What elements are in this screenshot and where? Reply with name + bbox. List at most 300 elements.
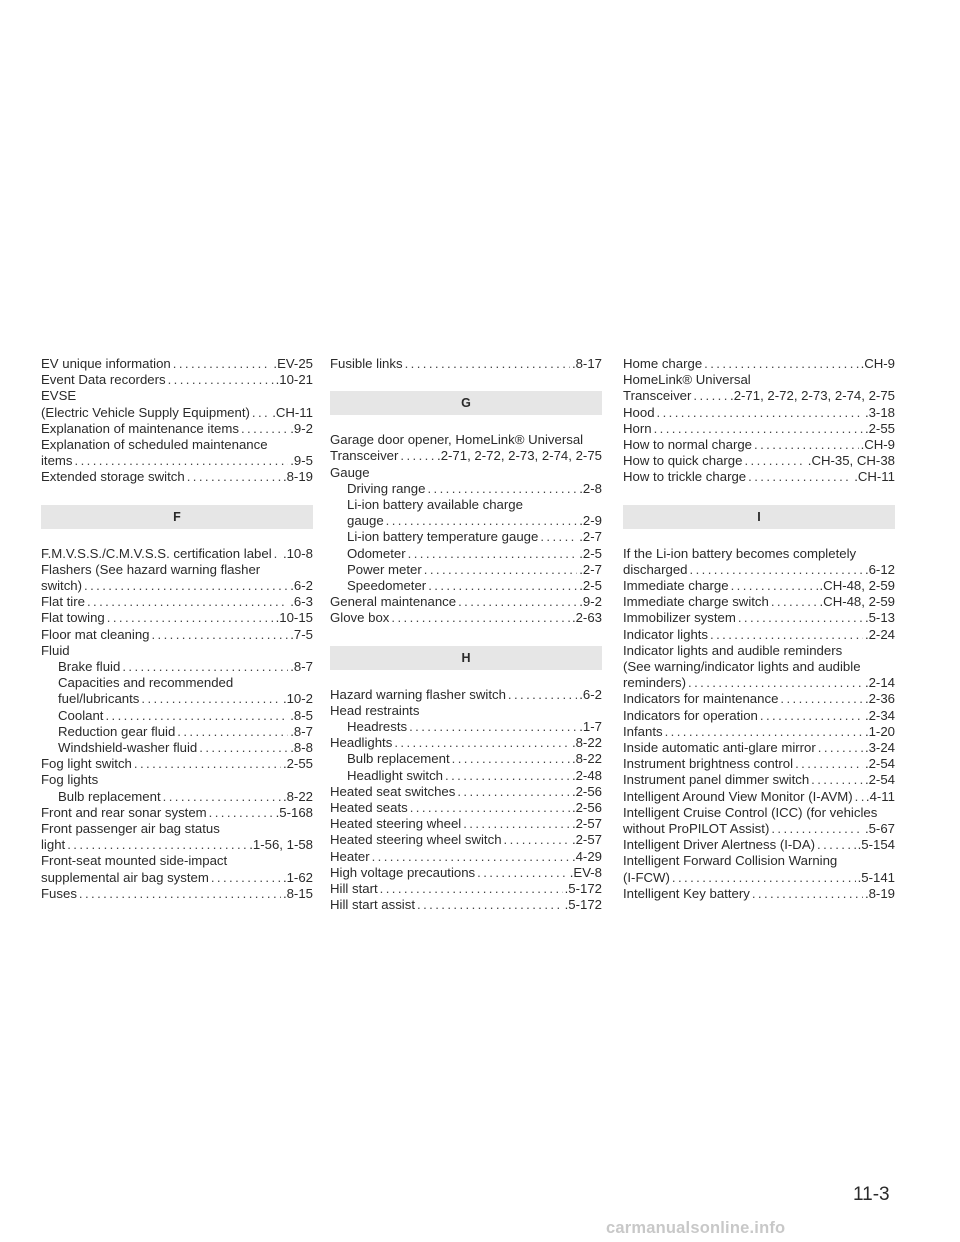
- index-entry: [330, 865, 602, 881]
- dot-leader: [409, 719, 577, 735]
- entry-row: [623, 870, 895, 886]
- entry-term: fuel/lubricants: [58, 691, 140, 707]
- dot-leader: [252, 405, 270, 421]
- index-entry: [623, 805, 895, 837]
- entry-term: Explanation of maintenance items: [41, 420, 239, 436]
- dot-leader: [540, 529, 577, 545]
- entry-row: [347, 546, 602, 562]
- dot-leader: [177, 724, 288, 740]
- entry-row: [41, 627, 313, 643]
- dot-leader: [731, 578, 818, 594]
- index-entry: [623, 594, 895, 610]
- index-entry: [41, 388, 313, 420]
- entry-term: Heated seats: [330, 800, 408, 816]
- entry-term: Intelligent Key battery: [623, 885, 750, 901]
- entry-row: [347, 529, 602, 545]
- entry-row: [41, 805, 313, 821]
- dot-leader: [241, 421, 288, 437]
- entry-page-ref: .2-54: [864, 772, 895, 788]
- entry-row: [330, 448, 602, 464]
- entry-row: [623, 708, 895, 724]
- entry-page-ref: .2-36: [864, 691, 895, 707]
- dot-leader: [151, 627, 288, 643]
- dot-leader: [458, 594, 577, 610]
- index-entry: [330, 784, 602, 800]
- entry-page-ref: .CH-9: [860, 437, 895, 453]
- index-entry: [330, 432, 602, 464]
- index-subentry: [330, 546, 602, 562]
- dot-leader: [452, 751, 570, 767]
- index-entry: [623, 469, 895, 485]
- dot-leader: [75, 453, 289, 469]
- entry-row: [41, 421, 313, 437]
- entry-row: [347, 768, 602, 784]
- entry-row: [623, 724, 895, 740]
- entry-page-ref: .9-5: [290, 453, 313, 469]
- dot-leader: [134, 756, 281, 772]
- dot-leader: [818, 740, 863, 756]
- entry-row: [330, 849, 602, 865]
- entry-page-ref: .8-17: [571, 356, 602, 371]
- entry-page-ref: .2-5: [579, 578, 602, 594]
- index-entry: [623, 610, 895, 626]
- entry-row: [41, 594, 313, 610]
- index-subentry: [330, 481, 602, 497]
- index-entry: [623, 437, 895, 453]
- entry-page-ref: .8-19: [864, 885, 895, 901]
- dot-leader: [400, 448, 435, 464]
- entry-term: Heated seat switches: [330, 783, 456, 799]
- section-header-h: H: [330, 646, 602, 670]
- entry-term: Immediate charge: [623, 578, 729, 594]
- entry-row: [347, 719, 602, 735]
- dot-leader: [688, 675, 863, 691]
- entry-row: [330, 816, 602, 832]
- entry-term: Brake fluid: [58, 659, 121, 675]
- entry-line: Intelligent Cruise Control (ICC) (for vehicles: [623, 804, 878, 820]
- entry-row: [58, 659, 313, 675]
- entry-page-ref: .1-56, 1-58: [249, 837, 313, 853]
- entry-term: Headrests: [347, 719, 408, 735]
- index-subentry: [41, 740, 313, 756]
- entry-row: [347, 578, 602, 594]
- entry-page-ref: .10-15: [275, 610, 313, 626]
- entry-page-ref: .2-57: [571, 816, 602, 832]
- dot-leader: [199, 740, 288, 756]
- entry-row: [58, 724, 313, 740]
- entry-row: [623, 421, 895, 437]
- index-entry: [330, 703, 602, 719]
- entry-row: [347, 513, 602, 529]
- entry-term: switch): [41, 578, 83, 594]
- entry-term: reminders): [623, 675, 687, 691]
- entry-term: without ProPILOT Assist): [623, 821, 770, 837]
- index-entry: [623, 405, 895, 421]
- entry-page-ref: .5-141: [857, 869, 895, 885]
- dot-leader: [457, 784, 570, 800]
- entry-row: [41, 870, 313, 886]
- entry-row: [330, 610, 602, 626]
- index-entry: [41, 756, 313, 772]
- entry-row: [330, 865, 602, 881]
- entry-term: items: [41, 453, 73, 469]
- index-subentry: [330, 529, 602, 545]
- index-entry: [41, 594, 313, 610]
- dot-leader: [122, 659, 288, 675]
- entry-page-ref: .CH-48, 2-59: [819, 578, 895, 594]
- index-entry: [41, 627, 313, 643]
- entry-page-ref: .2-48: [571, 767, 602, 783]
- entry-page-ref: .2-8: [579, 480, 602, 496]
- entry-page-ref: .8-7: [290, 723, 313, 739]
- entry-row: [347, 751, 602, 767]
- dot-leader: [187, 469, 281, 485]
- entry-row: [623, 437, 895, 453]
- entry-term: Bulb replacement: [58, 788, 161, 804]
- page-number: 11-3: [853, 1184, 890, 1205]
- index-entry: [41, 437, 313, 469]
- entry-row: [623, 740, 895, 756]
- entry-row: [330, 594, 602, 610]
- entry-term: supplemental air bag system: [41, 869, 209, 885]
- dot-leader: [463, 816, 570, 832]
- dot-leader: [386, 513, 578, 529]
- dot-leader: [427, 481, 577, 497]
- dot-leader: [508, 687, 577, 703]
- entry-row: [330, 735, 602, 751]
- section-header-g: G: [330, 391, 602, 415]
- index-entry: [330, 594, 602, 610]
- index-entry: [623, 546, 895, 578]
- entry-term: Indicators for operation: [623, 707, 758, 723]
- entry-page-ref: .2-34: [864, 707, 895, 723]
- entry-row: [41, 356, 313, 372]
- dot-leader: [408, 546, 578, 562]
- entry-page-ref: .6-3: [290, 594, 313, 610]
- dot-leader: [657, 405, 863, 421]
- entry-term: Transceiver: [330, 448, 399, 464]
- index-entry: [41, 610, 313, 626]
- index-entry: [41, 421, 313, 437]
- entry-term: Front and rear sonar system: [41, 804, 207, 820]
- entry-term: Event Data recorders: [41, 372, 166, 388]
- entry-page-ref: .CH-9: [860, 356, 895, 371]
- entry-term: Hood: [623, 404, 655, 420]
- dot-leader: [87, 594, 288, 610]
- index-entry: [330, 800, 602, 816]
- entry-row: [330, 356, 602, 372]
- index-column-1: [41, 356, 313, 902]
- entry-page-ref: .7-5: [290, 626, 313, 642]
- section-header-i: I: [623, 505, 895, 529]
- entry-row: [623, 691, 895, 707]
- entry-term: Heated steering wheel switch: [330, 832, 502, 848]
- entry-term: How to normal charge: [623, 437, 753, 453]
- entry-row: [623, 594, 895, 610]
- entry-row: [58, 708, 313, 724]
- index-column-3: [623, 356, 895, 902]
- dot-leader: [417, 897, 563, 913]
- entry-term: Speedometer: [347, 578, 427, 594]
- entry-term: Coolant: [58, 707, 104, 723]
- entry-term: Immobilizer system: [623, 610, 736, 626]
- index-entry: [41, 853, 313, 885]
- entry-row: [41, 405, 313, 421]
- entry-page-ref: .5-154: [857, 837, 895, 853]
- dot-leader: [84, 578, 288, 594]
- entry-page-ref: .8-22: [571, 751, 602, 767]
- entry-row: [623, 675, 895, 691]
- entry-row: [41, 372, 313, 388]
- entry-term: Instrument brightness control: [623, 756, 794, 772]
- index-subentry: [41, 659, 313, 675]
- entry-line: (See warning/indicator lights and audible: [623, 659, 861, 675]
- entry-page-ref: .2-57: [571, 832, 602, 848]
- dot-leader: [744, 453, 805, 469]
- dot-leader: [738, 610, 863, 626]
- dot-leader: [67, 837, 247, 853]
- index-entry: [330, 881, 602, 897]
- entry-page-ref: .5-67: [864, 821, 895, 837]
- index-entry: [623, 837, 895, 853]
- index-subentry: [330, 562, 602, 578]
- entry-page-ref: .6-2: [290, 578, 313, 594]
- entry-row: [41, 546, 313, 562]
- dot-leader: [274, 546, 281, 562]
- entry-line: EVSE: [41, 388, 77, 404]
- index-entry: [623, 756, 895, 772]
- entry-term: Driving range: [347, 480, 426, 496]
- entry-row: [41, 469, 313, 485]
- entry-page-ref: .8-5: [290, 707, 313, 723]
- dot-leader: [817, 837, 856, 853]
- entry-term: Power meter: [347, 561, 422, 577]
- entry-page-ref: .2-7: [579, 561, 602, 577]
- index-entry: [330, 816, 602, 832]
- entry-term: Immediate charge switch: [623, 594, 769, 610]
- entry-page-ref: .10-2: [282, 691, 313, 707]
- index-entry: [623, 853, 895, 885]
- entry-row: [58, 740, 313, 756]
- entry-term: Extended storage switch: [41, 469, 185, 485]
- dot-leader: [811, 772, 863, 788]
- entry-row: [41, 610, 313, 626]
- entry-page-ref: .3-24: [864, 740, 895, 756]
- index-subentry: [330, 719, 602, 735]
- entry-page-ref: .9-2: [290, 420, 313, 436]
- entry-line: HomeLink® Universal: [623, 372, 751, 388]
- entry-row: [41, 837, 313, 853]
- entry-term: Fog light switch: [41, 756, 132, 772]
- entry-line: Fluid: [41, 642, 70, 658]
- entry-line: Flashers (See hazard warning flasher: [41, 561, 261, 577]
- entry-row: [330, 800, 602, 816]
- entry-page-ref: .1-7: [579, 719, 602, 735]
- entry-row: [623, 756, 895, 772]
- entry-page-ref: .10-8: [282, 545, 313, 561]
- index-subentry: [41, 724, 313, 740]
- index-subentry: [41, 789, 313, 805]
- dot-leader: [79, 886, 281, 902]
- dot-leader: [405, 356, 570, 372]
- entry-page-ref: .2-54: [864, 756, 895, 772]
- index-entry: [41, 643, 313, 659]
- dot-leader: [771, 594, 818, 610]
- entry-page-ref: .CH-11: [854, 469, 895, 485]
- entry-row: [623, 789, 895, 805]
- dot-leader: [477, 865, 568, 881]
- entry-page-ref: .2-9: [579, 513, 602, 529]
- index-entry: [330, 832, 602, 848]
- index-entry: [41, 372, 313, 388]
- entry-page-ref: .2-55: [864, 420, 895, 436]
- entry-page-ref: .5-172: [564, 897, 602, 913]
- entry-page-ref: .8-19: [282, 469, 313, 485]
- index-entry: [623, 643, 895, 692]
- entry-term: High voltage precautions: [330, 864, 476, 880]
- entry-row: [623, 388, 895, 404]
- entry-row: [623, 627, 895, 643]
- entry-term: Heated steering wheel: [330, 816, 462, 832]
- entry-term: Fuses: [41, 885, 77, 901]
- entry-line: Gauge: [330, 464, 370, 480]
- dot-leader: [760, 708, 863, 724]
- entry-row: [623, 405, 895, 421]
- entry-term: light: [41, 837, 66, 853]
- index-entry: [330, 356, 602, 372]
- entry-term: Hazard warning flasher switch: [330, 686, 506, 702]
- entry-term: (I-FCW): [623, 869, 670, 885]
- entry-page-ref: .8-22: [571, 735, 602, 751]
- entry-term: Intelligent Driver Alertness (I-DA): [623, 837, 816, 853]
- index-entry: [330, 465, 602, 481]
- index-entry: [330, 687, 602, 703]
- entry-page-ref: .8-15: [282, 885, 313, 901]
- entry-term: Inside automatic anti-glare mirror: [623, 740, 816, 756]
- index-entry: [623, 708, 895, 724]
- entry-term: Home charge: [623, 356, 703, 371]
- entry-row: [623, 578, 895, 594]
- entry-row: [623, 821, 895, 837]
- entry-row: [623, 772, 895, 788]
- entry-term: gauge: [347, 513, 384, 529]
- dot-leader: [654, 421, 863, 437]
- entry-term: Glove box: [330, 610, 390, 626]
- index-entry: [330, 849, 602, 865]
- entry-term: Hill start assist: [330, 897, 415, 913]
- entry-page-ref: .2-56: [571, 800, 602, 816]
- index-entry: [623, 789, 895, 805]
- index-entry: [41, 886, 313, 902]
- entry-page-ref: .5-172: [564, 881, 602, 897]
- dot-leader: [424, 562, 578, 578]
- dot-leader: [394, 735, 570, 751]
- dot-leader: [754, 437, 859, 453]
- dot-leader: [445, 768, 570, 784]
- entry-line: Front-seat mounted side-impact: [41, 853, 228, 869]
- entry-term: Horn: [623, 420, 652, 436]
- entry-row: [58, 789, 313, 805]
- dot-leader: [748, 469, 852, 485]
- dot-leader: [771, 821, 863, 837]
- index-entry: [41, 356, 313, 372]
- dot-leader: [141, 691, 281, 707]
- entry-term: Floor mat cleaning: [41, 626, 150, 642]
- entry-term: Indicator lights: [623, 626, 709, 642]
- index-subentry: [41, 708, 313, 724]
- dot-leader: [372, 849, 570, 865]
- entry-line: If the Li-ion battery becomes completely: [623, 545, 857, 561]
- dot-leader: [107, 610, 274, 626]
- entry-row: [623, 886, 895, 902]
- entry-page-ref: .CH-48, 2-59: [819, 594, 895, 610]
- entry-line: Front passenger air bag status: [41, 821, 220, 837]
- index-entry: [330, 897, 602, 913]
- entry-row: [330, 784, 602, 800]
- entry-page-ref: .5-13: [864, 610, 895, 626]
- dot-leader: [105, 708, 288, 724]
- entry-page-ref: .2-14: [864, 675, 895, 691]
- entry-term: Flat tire: [41, 594, 85, 610]
- index-entry: [41, 772, 313, 788]
- index-subentry: [41, 675, 313, 707]
- entry-term: How to trickle charge: [623, 469, 747, 485]
- entry-term: Indicators for maintenance: [623, 691, 779, 707]
- entry-page-ref: .3-18: [864, 404, 895, 420]
- index-entry: [623, 886, 895, 902]
- dot-leader: [211, 870, 281, 886]
- entry-row: [330, 881, 602, 897]
- dot-leader: [410, 800, 570, 816]
- entry-row: [41, 578, 313, 594]
- entry-page-ref: .10-21: [275, 372, 313, 388]
- dot-leader: [752, 886, 863, 902]
- entry-page-ref: .2-63: [571, 610, 602, 626]
- entry-row: [623, 356, 895, 372]
- entry-line: Capacities and recommended: [58, 675, 234, 691]
- entry-page-ref: .CH-11: [272, 404, 313, 420]
- entry-term: EV unique information: [41, 356, 171, 371]
- entry-page-ref: .2-5: [579, 545, 602, 561]
- entry-row: [41, 886, 313, 902]
- entry-line: Li-ion battery available charge: [347, 497, 523, 513]
- entry-page-ref: .8-22: [282, 788, 313, 804]
- entry-page-ref: .EV-8: [569, 864, 602, 880]
- entry-page-ref: .2-55: [282, 756, 313, 772]
- entry-line: Head restraints: [330, 702, 420, 718]
- entry-term: General maintenance: [330, 594, 457, 610]
- dot-leader: [710, 627, 863, 643]
- dot-leader: [168, 372, 274, 388]
- dot-leader: [780, 691, 863, 707]
- dot-leader: [428, 578, 577, 594]
- entry-page-ref: .9-2: [579, 594, 602, 610]
- index-entry: [623, 453, 895, 469]
- index-entry: [41, 469, 313, 485]
- index-entry: [623, 372, 895, 404]
- entry-page-ref: .1-20: [864, 723, 895, 739]
- entry-term: Fusible links: [330, 356, 403, 371]
- entry-term: (Electric Vehicle Supply Equipment): [41, 404, 250, 420]
- index-subentry: [330, 578, 602, 594]
- entry-row: [41, 756, 313, 772]
- entry-term: F.M.V.S.S./C.M.V.S.S. certification label: [41, 545, 272, 561]
- entry-page-ref: .2-24: [864, 626, 895, 642]
- watermark-text: carmanualsonline.info: [606, 1219, 786, 1237]
- entry-term: Reduction gear fluid: [58, 723, 176, 739]
- dot-leader: [704, 356, 858, 372]
- index-column-2: [330, 356, 602, 913]
